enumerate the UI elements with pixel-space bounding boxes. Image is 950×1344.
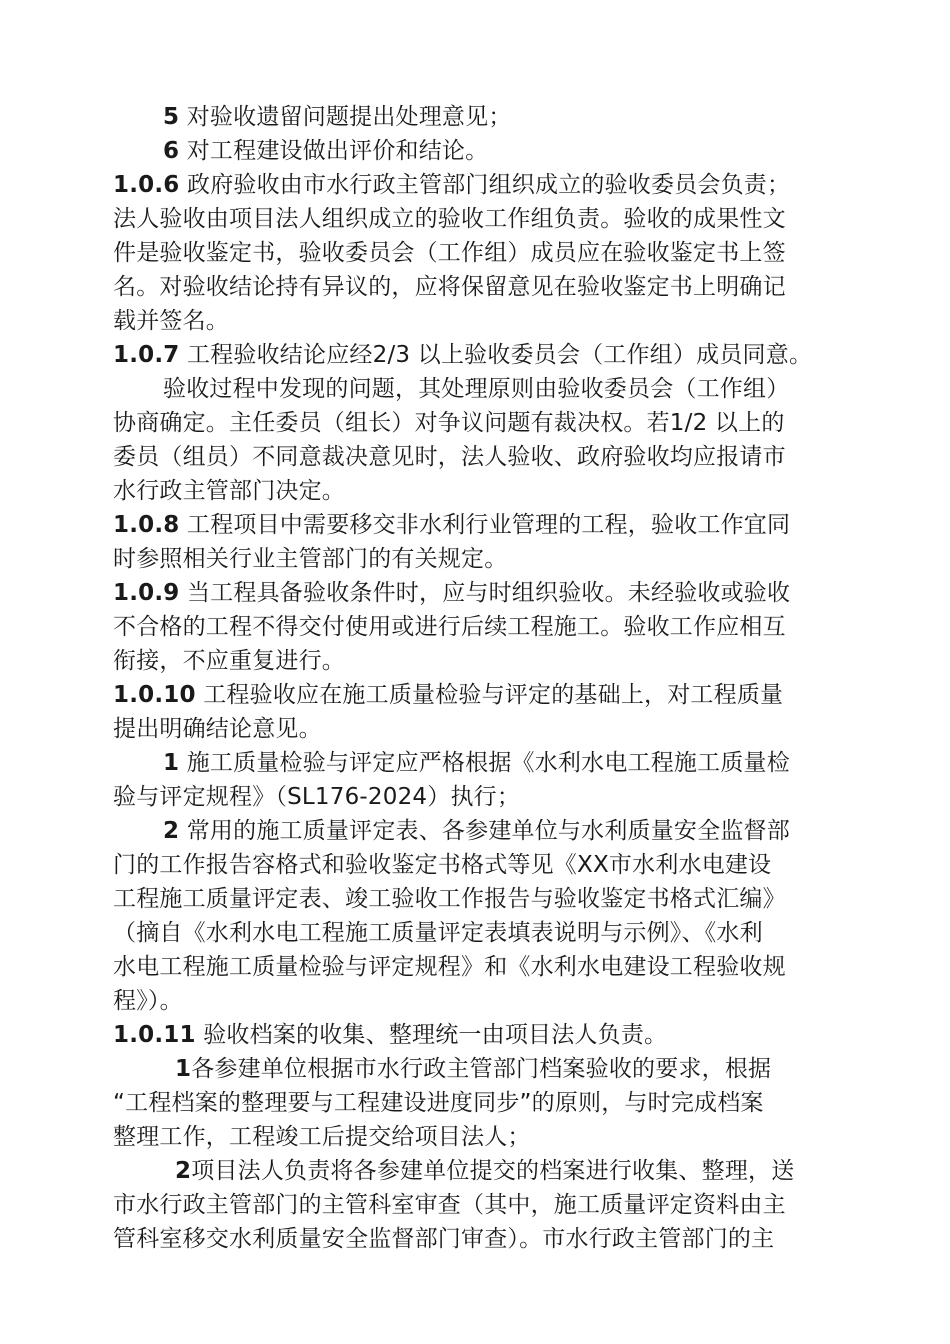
clause-1-0-9: 1.0.9 当工程具备验收条件时，应与时组织验收。未经验收或验收 [113,580,791,606]
text-line: 衔接，不应重复进行。 [113,648,345,674]
text-line: 载并签名。 [113,308,229,334]
text-line: 门的工作报告容格式和验收鉴定书格式等见《XX市水利水电建设 [113,852,772,878]
item-1: 1各参建单位根据市水行政主管部门档案验收的要求，根据 [175,1056,772,1082]
text-line: 验收过程中发现的问题，其处理原则由验收委员会（工作组） [163,376,790,402]
text-line: 整理工作，工程竣工后提交给项目法人； [113,1124,531,1150]
text-line: 法人验收由项目法人组织成立的验收工作组负责。验收的成果性文 [113,206,786,232]
text-line: 管科室移交水利质量安全监督部门审查）。市水行政主管部门的主 [113,1226,775,1252]
text-line: 时参照相关行业主管部门的有关规定。 [113,546,508,572]
item-1: 1 施工质量检验与评定应严格根据《水利水电工程施工质量检 [163,750,790,776]
clause-1-0-8: 1.0.8 工程项目中需要移交非水利行业管理的工程，验收工作宜同 [113,512,791,538]
item-5: 5 对验收遗留问题提出处理意见； [163,104,512,130]
text-line: 工程施工质量评定表、竣工验收工作报告与验收鉴定书格式汇编》 [113,886,786,912]
document-page [113,100,843,1256]
text-line: （摘自《水利水电工程施工质量评定表填表说明与示例》、《水利 [113,920,763,946]
text-line: 委员（组员）不同意裁决意见时，法人验收、政府验收均应报请市 [113,444,786,470]
text-line: 程》）。 [113,988,183,1014]
text-line: 市水行政主管部门的主管科室审查（其中，施工质量评定资料由主 [113,1192,786,1218]
text-line: “工程档案的整理要与工程建设进度同步”的原则，与时完成档案 [113,1090,764,1116]
text-line: 水电工程施工质量检验与评定规程》和《水利水电建设工程验收规 [113,954,786,980]
text-line: 不合格的工程不得交付使用或进行后续工程施工。验收工作应相互 [113,614,786,640]
text-line: 验与评定规程》（SL176-2024）执行； [113,784,521,810]
text-line: 提出明确结论意见。 [113,716,322,742]
text-line: 名。对验收结论持有异议的，应将保留意见在验收鉴定书上明确记 [113,274,786,300]
item-2: 2项目法人负责将各参建单位提交的档案进行收集、整理，送 [175,1158,795,1184]
item-2: 2 常用的施工质量评定表、各参建单位与水利质量安全监督部 [163,818,790,844]
clause-1-0-10: 1.0.10 工程验收应在施工质量检验与评定的基础上，对工程质量 [113,682,784,708]
clause-1-0-11: 1.0.11 验收档案的收集、整理统一由项目法人负责。 [113,1022,668,1048]
item-6: 6 对工程建设做出评价和结论。 [163,138,489,164]
text-line: 水行政主管部门决定。 [113,478,345,504]
clause-1-0-7: 1.0.7 工程验收结论应经2/3 以上验收委员会（工作组）成员同意。 [113,342,813,368]
clause-1-0-6: 1.0.6 政府验收由市水行政主管部门组织成立的验收委员会负责； [113,172,791,198]
text-line: 协商确定。主任委员（组长）对争议问题有裁决权。若1/2 以上的 [113,410,785,436]
text-line: 件是验收鉴定书，验收委员会（工作组）成员应在验收鉴定书上签 [113,240,786,266]
